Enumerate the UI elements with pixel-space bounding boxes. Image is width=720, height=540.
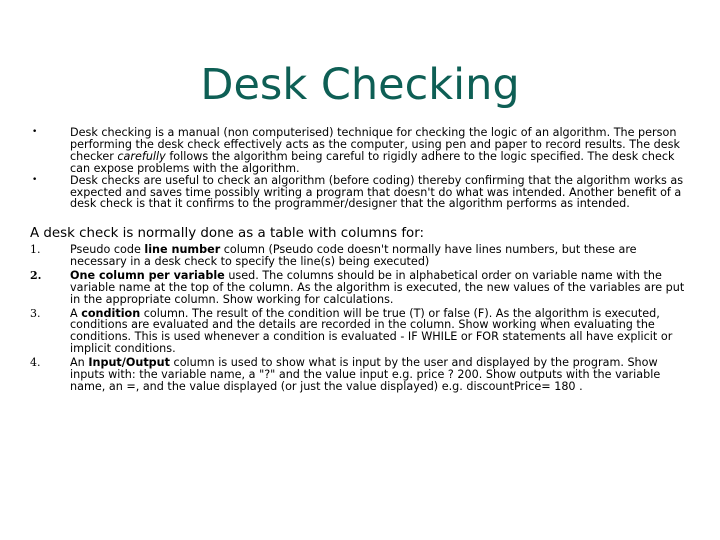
item-text: A	[70, 306, 82, 320]
numbered-item	[30, 244, 690, 268]
numbered-item	[30, 308, 690, 356]
bullet-text: Desk checking is a manual (non computerised) technique for checking the logic of an algorithm. The person performing the desk check effectively acts as the computer, using pen and paper to record results. The desk checker	[70, 126, 680, 163]
item-number: 2.	[30, 268, 42, 282]
numbered-item	[30, 270, 690, 306]
bullet-item	[30, 127, 690, 175]
item-bold: line number	[144, 243, 221, 256]
slide-title: Desk Checking	[200, 60, 520, 110]
bullet-list	[30, 127, 690, 210]
item-text: used. The columns should be in alphabetical order on variable name with the variable name at the top of the column. As the algorithm is executed, the new values of the variables are put in the appropriate column. Show working for calculations.	[70, 268, 685, 306]
item-bold: condition	[81, 306, 141, 320]
item-number: 4.	[30, 356, 41, 370]
item-text: Pseudo code	[70, 243, 145, 256]
item-text: column. The result of the condition will be true (T) or false (F). As the algorithm is executed, conditions are evaluated and the details are recorded in the column. Show working when evaluating the conditions. This is used whenever a condition is evaluated - IF WHILE or FOR statements all have explicit or implicit conditions.	[70, 306, 673, 356]
item-number: 3.	[30, 306, 41, 320]
item-text: column is used to show what is input by the user and displayed by the program. Show inputs with: the variable name, a "?" and the value input e.g. price ? 200. Show outputs with the variable name, an =, and the value displayed (or just the value displayed) e.g. discountPrice= 180 .	[70, 356, 661, 393]
bullet-text: Desk checks are useful to check an algorithm (before coding) thereby confirming that the algorithm works as expected and saves time possibly writing a program that doesn't do what was intended. Another benefit of a desk check is that it confirms to the programmer/designer that the algorithm performs as intended.	[70, 173, 684, 211]
item-bold: One column per variable	[70, 268, 225, 282]
item-text: column (Pseudo code doesn't normally have lines numbers, but these are necessary in a desk check to specify the line(s) being executed)	[70, 243, 637, 268]
bullet-item	[30, 175, 690, 211]
numbered-item	[30, 357, 690, 393]
bullet-text: follows the algorithm being careful to rigidly adhere to the logic specified. The desk check can expose problems with the algorithm.	[70, 149, 675, 175]
item-bold: Input/Output	[88, 356, 170, 370]
item-number: 1.	[30, 243, 41, 256]
bullet-marker: •	[32, 174, 38, 185]
numbered-list	[30, 244, 690, 395]
item-text: An	[70, 356, 89, 370]
bullet-marker: •	[32, 127, 38, 137]
bullet-emphasis: carefully	[117, 149, 166, 163]
table-intro: A desk check is normally done as a table with columns for:	[30, 226, 425, 241]
